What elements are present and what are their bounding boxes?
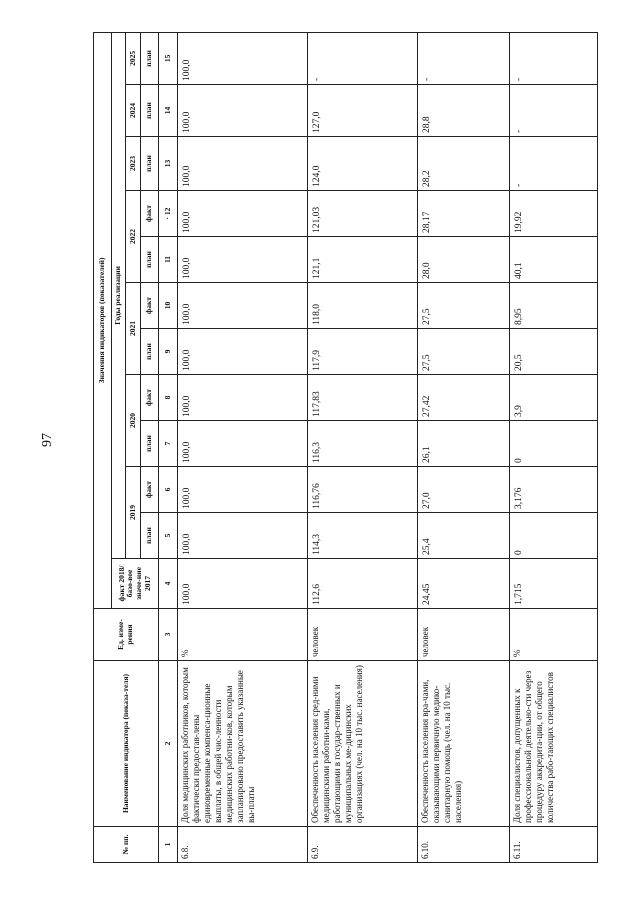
- header-plan-2024: план: [141, 85, 159, 137]
- cell-value: -: [510, 32, 598, 84]
- cell-value: 117,9: [308, 329, 417, 375]
- table-row: [510, 32, 598, 862]
- cell-value: 100,0: [177, 375, 308, 421]
- cell-value: 28,17: [417, 191, 510, 237]
- header-year-2022: 2022: [126, 191, 141, 283]
- cell-value: 112,6: [308, 559, 417, 609]
- cell-value: 100,0: [177, 191, 308, 237]
- page-number: 97: [40, 433, 55, 447]
- cell-value: 26,1: [417, 421, 510, 467]
- col-number: 3: [159, 609, 178, 661]
- row-num: 6.9.: [308, 827, 417, 863]
- col-number: 15: [159, 32, 178, 84]
- col-number: 10: [159, 283, 178, 329]
- table-row: [308, 32, 417, 862]
- row-num: 6.10.: [417, 827, 510, 863]
- header-year-2019: 2019: [126, 467, 141, 559]
- cell-value: 1,715: [510, 559, 598, 609]
- col-number: 7: [159, 421, 178, 467]
- header-fact-2019: факт: [141, 467, 159, 513]
- header-name: Наименование индикатора (показа-теля): [94, 661, 159, 827]
- header-plan-2025: план: [141, 32, 159, 84]
- header-plan-2019: план: [141, 513, 159, 559]
- cell-value: 127,0: [308, 85, 417, 137]
- cell-value: 100,0: [177, 137, 308, 191]
- cell-value: -: [510, 85, 598, 137]
- col-number: 8: [159, 375, 178, 421]
- cell-value: 100,0: [177, 283, 308, 329]
- row-indicator-name: Обеспеченность населения вра-чами, оказывающими первичную медико-санитарную помощь (чел. на 10 тыс. населения): [417, 661, 510, 827]
- cell-value: 100,0: [177, 513, 308, 559]
- cell-value: 118,0: [308, 283, 417, 329]
- col-number: 11: [159, 237, 178, 283]
- indicator-table-rotated: [93, 33, 598, 863]
- cell-value: 116,76: [308, 467, 417, 513]
- col-number: 6: [159, 467, 178, 513]
- row-indicator-name: Доля специалистов, допущенных к профессиональной деятельно-сти через процедуру аккредита-ции, от общего количества рабо-тающих специалистов: [510, 661, 598, 827]
- cell-value: 100,0: [177, 237, 308, 283]
- cell-value: 3,9: [510, 375, 598, 421]
- header-year-2025: 2025: [126, 32, 141, 84]
- cell-value: 121,03: [308, 191, 417, 237]
- col-number: 1: [159, 827, 178, 863]
- header-year-2023: 2023: [126, 137, 141, 191]
- cell-value: 40,1: [510, 237, 598, 283]
- cell-value: 28,0: [417, 237, 510, 283]
- cell-value: 0: [510, 513, 598, 559]
- header-fact-2020: факт: [141, 375, 159, 421]
- header-unit: Ед. изме-рения: [94, 609, 159, 661]
- header-year-2024: 2024: [126, 85, 141, 137]
- cell-value: 100,0: [177, 559, 308, 609]
- header-fact-2022: факт: [141, 191, 159, 237]
- col-number: 4: [159, 559, 178, 609]
- header-year-2020: 2020: [126, 375, 141, 467]
- cell-value: 117,83: [308, 375, 417, 421]
- cell-value: 19,92: [510, 191, 598, 237]
- cell-value: 25,4: [417, 513, 510, 559]
- row-unit: человек: [417, 609, 510, 661]
- header-plan-2023: план: [141, 137, 159, 191]
- header-plan-2021: план: [141, 329, 159, 375]
- table-row: [417, 32, 510, 862]
- col-number: 9: [159, 329, 178, 375]
- cell-value: 121,1: [308, 237, 417, 283]
- row-unit: %: [510, 609, 598, 661]
- col-number: 13: [159, 137, 178, 191]
- cell-value: 116,3: [308, 421, 417, 467]
- cell-value: 100,0: [177, 32, 308, 84]
- cell-value: -: [308, 32, 417, 84]
- indicator-table: [93, 32, 598, 863]
- row-unit: %: [177, 609, 308, 661]
- cell-value: 3,176: [510, 467, 598, 513]
- col-number: · 12: [159, 191, 178, 237]
- header-num: № пп.: [94, 827, 159, 863]
- cell-value: 27,5: [417, 329, 510, 375]
- cell-value: 24,45: [417, 559, 510, 609]
- header-year-2021: 2021: [126, 283, 141, 375]
- cell-value: 28,2: [417, 137, 510, 191]
- cell-value: 28,8: [417, 85, 510, 137]
- col-number: 2: [159, 661, 178, 827]
- header-base: факт 2018/базо-вое значе-ние 2017: [112, 559, 159, 609]
- cell-value: 100,0: [177, 85, 308, 137]
- cell-value: 124,0: [308, 137, 417, 191]
- cell-value: 100,0: [177, 467, 308, 513]
- cell-value: 100,0: [177, 329, 308, 375]
- cell-value: 0: [510, 421, 598, 467]
- col-number: 14: [159, 85, 178, 137]
- header-fact-2021: факт: [141, 283, 159, 329]
- cell-value: 100,0: [177, 421, 308, 467]
- cell-value: -: [510, 137, 598, 191]
- cell-value: 27,42: [417, 375, 510, 421]
- header-plan-2020: план: [141, 421, 159, 467]
- cell-value: 114,3: [308, 513, 417, 559]
- row-num: 6.11.: [510, 827, 598, 863]
- header-plan-2022: план: [141, 237, 159, 283]
- cell-value: -: [417, 32, 510, 84]
- cell-value: 27,5: [417, 283, 510, 329]
- col-number: 5: [159, 513, 178, 559]
- row-num: 6.8.: [177, 827, 308, 863]
- header-years-group: Годы реализации: [112, 32, 126, 558]
- row-indicator-name: Обеспеченность населения сред-ними медицинскими работни-ками, работающими в государ-ственных и муниципальных ме-дицинских организациях (чел. на 10 тыс. населения): [308, 661, 417, 827]
- header-values-group: Значения индикаторов (показателей): [94, 32, 112, 608]
- row-unit: человек: [308, 609, 417, 661]
- table-row: [177, 32, 308, 862]
- cell-value: 8,95: [510, 283, 598, 329]
- row-indicator-name: Доля медицинских работников, которым фактически предостав-лены единовременные компенса-ционные выплаты, в общей чис-ленности медицинских работни-ков, которым запланировано предоставить указанные вы-платы: [177, 661, 308, 827]
- cell-value: 20,5: [510, 329, 598, 375]
- cell-value: 27,0: [417, 467, 510, 513]
